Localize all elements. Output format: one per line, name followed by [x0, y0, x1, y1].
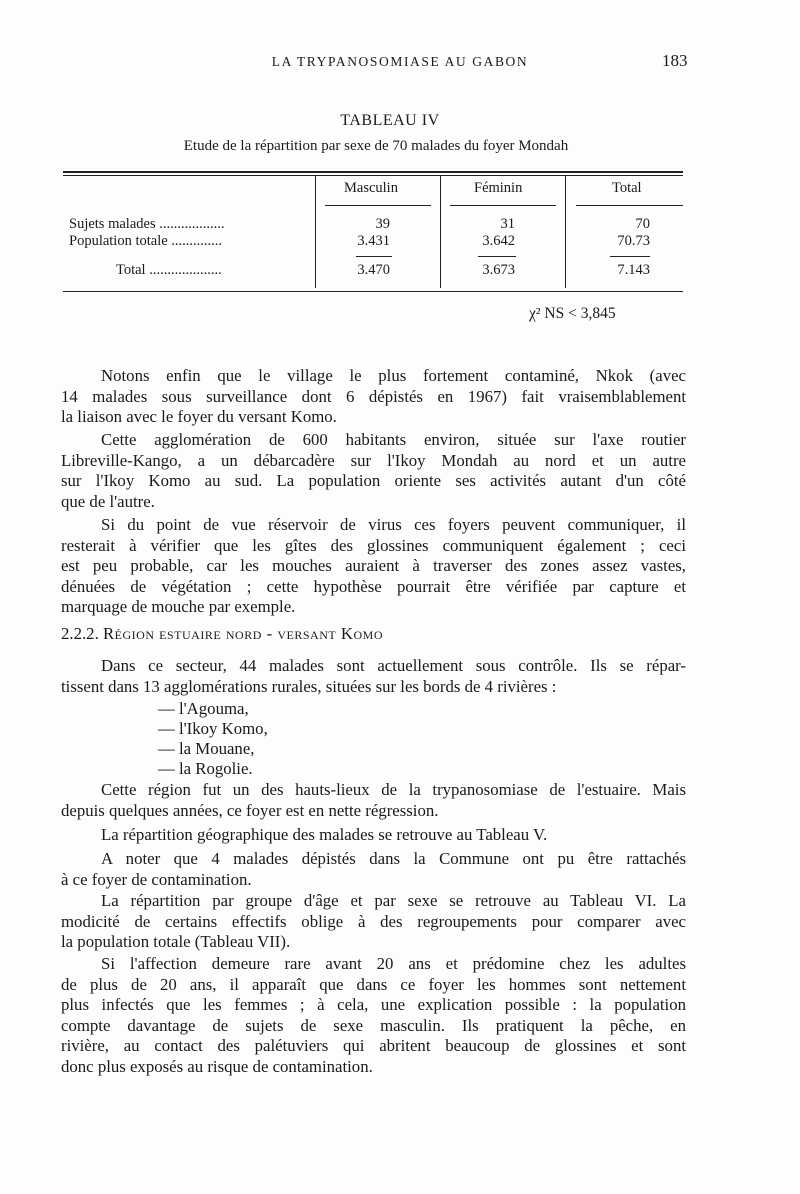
col-header-masculin: Masculin	[344, 180, 398, 196]
section-heading	[61, 624, 383, 644]
cell-value: 3.673	[482, 262, 515, 278]
cell-value: 3.470	[357, 262, 390, 278]
paragraph-agglomeration: Cette agglomération de 600 habitants environ, située sur l'axe routier Libreville-Kango, a un débarcadère sur l'Ikoy Mondah au nord et un autre sur l'Ikoy Komo au sud. La population oriente ses activités autant d'un côté que de l'autre.	[61, 430, 686, 511]
page-number: 183	[662, 51, 688, 70]
col-header-total: Total	[612, 180, 642, 196]
paragraph-affection: Si l'affection demeure rare avant 20 ans et prédomine chez les adultes de plus de 20 ans, il apparaît que dans ce foyer les hommes sont nettement plus infectés que les femmes ; à cela, une explication possible : la population compte davantage de sujets de sexe masculin. Ils pratiquent la pêche, en rivière, au contact des palétuviers qui abritent beaucoup de glossines et sont donc plus exposés au risque de contamination.	[61, 954, 686, 1076]
paragraph-section-intro: Dans ce secteur, 44 malades sont actuellement sous contrôle. Ils se répar- tissent dans 13 agglomérations rurales, situées sur les bords de 4 rivières :	[61, 656, 686, 696]
row-label-sujets: Sujets malades ..................	[69, 216, 225, 232]
list-item-river: — la Mouane,	[158, 739, 255, 758]
cell-value: 3.431	[357, 233, 390, 249]
paragraph-commune: A noter que 4 malades dépistés dans la Commune ont pu être rattachés à ce foyer de contamination.	[61, 849, 686, 889]
list-item-river: — l'Ikoy Komo,	[158, 719, 268, 738]
running-title: LA TRYPANOSOMIASE AU GABON	[271, 54, 529, 69]
table-top-rule-2	[63, 175, 683, 176]
col-header-rule	[325, 205, 431, 206]
row-label-total: Total ....................	[116, 262, 222, 278]
table-subtitle: Etude de la répartition par sexe de 70 malades du foyer Mondah	[183, 138, 569, 154]
cell-value: 7.143	[617, 262, 650, 278]
table-divider-1	[315, 176, 316, 288]
cell-value: 31	[500, 216, 515, 232]
list-item-river: — l'Agouma,	[158, 699, 249, 718]
cell-value: 70	[635, 216, 650, 232]
cell-value: 70.73	[617, 233, 650, 249]
sum-rule	[356, 256, 392, 257]
paragraph-nkok: Notons enfin que le village le plus fortement contaminé, Nkok (avec 14 malades sous surveillance dont 6 dépistés en 1967) fait vraisemblablement la liaison avec le foyer du versant Komo.	[61, 366, 686, 427]
paragraph-tableau-v: La répartition géographique des malades se retrouve au Tableau V.	[101, 825, 548, 844]
col-header-rule	[576, 205, 683, 206]
table-bottom-rule	[63, 291, 683, 292]
cell-value: 3.642	[482, 233, 515, 249]
row-label-population: Population totale ..............	[69, 233, 223, 249]
table-divider-2	[440, 176, 441, 288]
col-header-feminin: Féminin	[474, 180, 523, 196]
paragraph-reservoir: Si du point de vue réservoir de virus ces foyers peuvent communiquer, il resterait à vérifier que les gîtes des glossines communiquent également ; ceci est peu probable, car les mouches auraient à traverser des zones assez vastes, dénuées de végétation ; cette hypothèse pourrait être vérifiée par capture et marquage de mouche par exemple.	[61, 515, 686, 617]
list-item-river: — la Rogolie.	[158, 759, 253, 778]
paragraph-age-group: La répartition par groupe d'âge et par sexe se retrouve au Tableau VI. La modicité de certains effectifs oblige à des regroupements pour comparer avec la population totale (Tableau VII).	[61, 891, 686, 952]
table-title: TABLEAU IV	[340, 112, 440, 129]
col-header-rule	[450, 205, 556, 206]
section-number: 2.2.2.	[61, 624, 99, 643]
table-divider-3	[565, 176, 566, 288]
paragraph-region: Cette région fut un des hauts-lieux de la trypanosomiase de l'estuaire. Mais depuis quelques années, ce foyer est en nette régression.	[61, 780, 686, 820]
cell-value: 39	[375, 216, 390, 232]
section-title: Région estuaire nord - versant Komo	[102, 624, 384, 643]
sum-rule	[478, 256, 516, 257]
table-top-rule	[63, 171, 683, 173]
sum-rule	[610, 256, 650, 257]
chi-square-note: χ² NS < 3,845	[529, 305, 616, 322]
